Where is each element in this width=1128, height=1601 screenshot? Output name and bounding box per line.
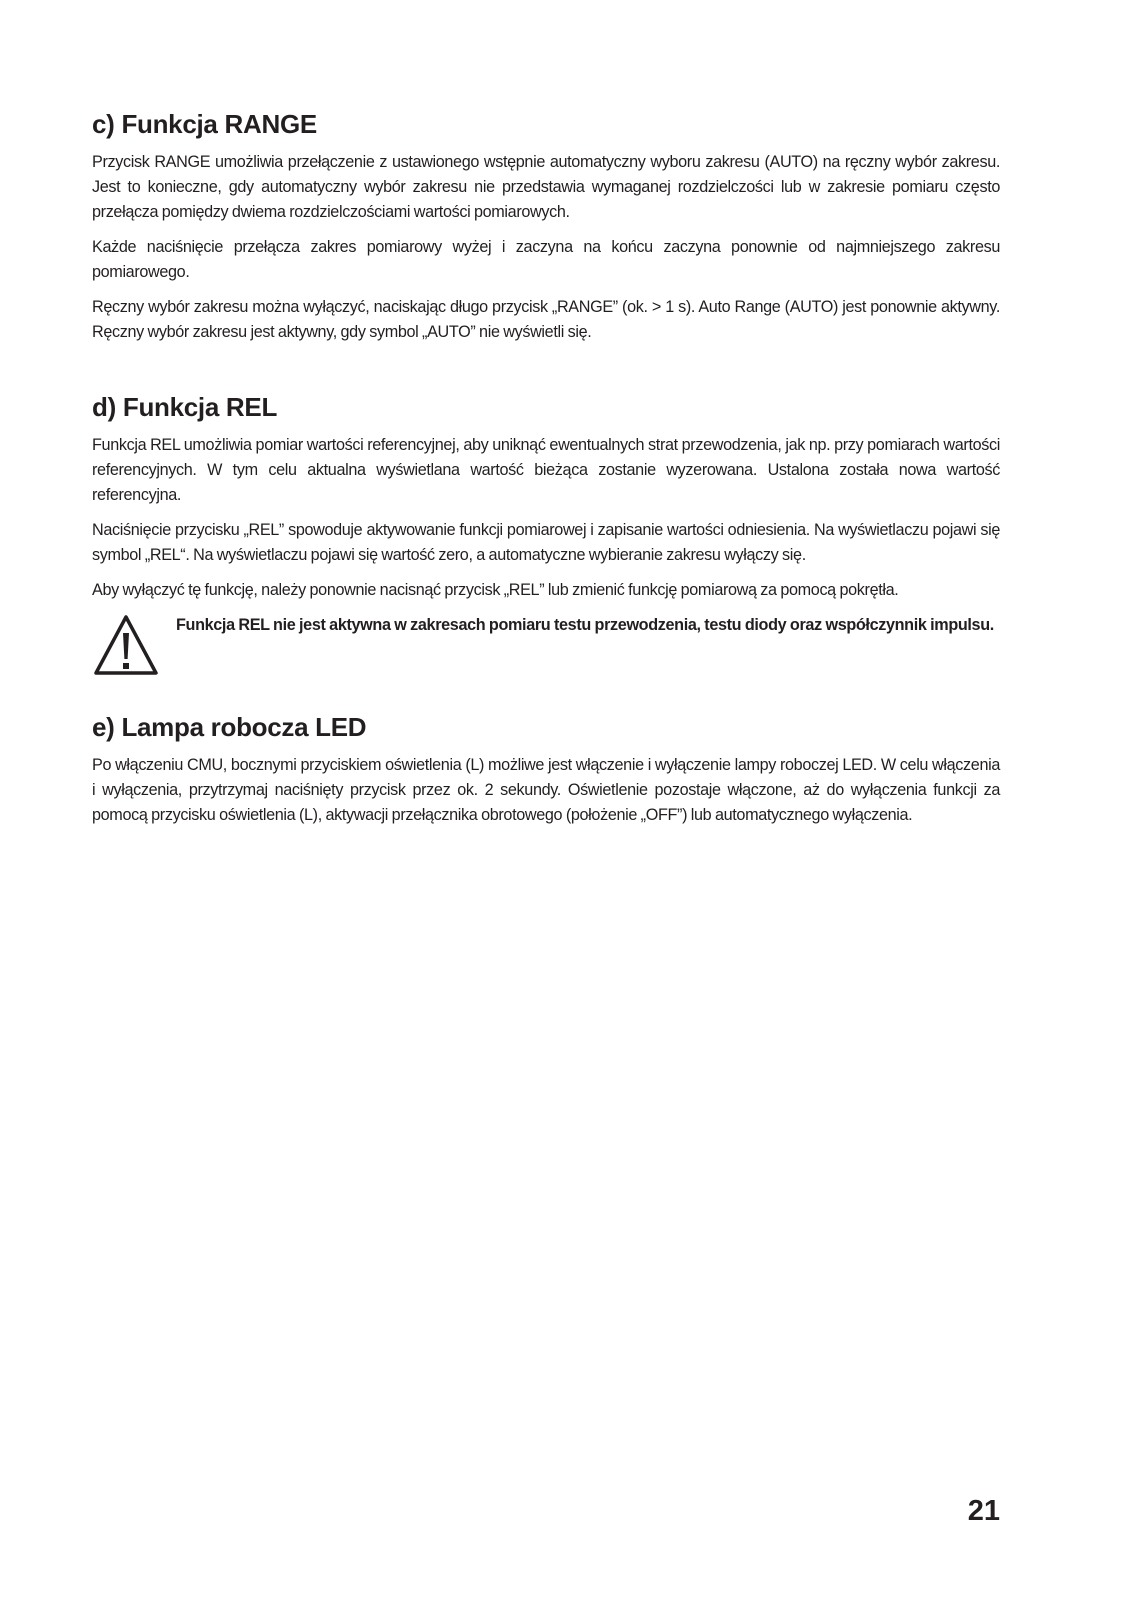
paragraph-range-1: Przycisk RANGE umożliwia przełączenie z ustawionego wstępnie automatyczny wyboru zakresu (AUTO) na ręczny wybór zakresu. Jest to konieczne, gdy automatyczny wybór zakresu nie przedstawia wymaganej rozdzielczości lub w zakresie pomiaru często przełącza pomiędzy dwiema rozdzielczościami wartości pomiarowych. [92, 153, 1000, 221]
warning-triangle-icon [92, 613, 160, 677]
paragraph-led-1: Po włączeniu CMU, bocznymi przyciskiem oświetlenia (L) możliwe jest włączenie i wyłączenie lampy roboczej LED. W celu włączenia i wyłączenia, przytrzymaj naciśnięty przycisk przez ok. 2 sekundy. Oświetlenie pozostaje włączone, aż do wyłączenia funkcji za pomocą przycisku oświetlenia (L), aktywacji przełącznika obrotowego (położenie „OFF”) lub automatycznego wyłączenia. [92, 756, 1000, 824]
section-heading-led: e) Lampa robocza LED [92, 712, 367, 742]
paragraph-range-3: Ręczny wybór zakresu można wyłączyć, naciskając długo przycisk „RANGE” (ok. > 1 s). Auto Range (AUTO) jest ponownie aktywny. Ręczny wybór zakresu jest aktywny, gdy symbol „AUTO” nie wyświetli się. [92, 298, 1000, 341]
paragraph-range-2: Każde naciśnięcie przełącza zakres pomiarowy wyżej i zaczyna na końcu zaczyna ponownie od najmniejszego zakresu pomiarowego. [92, 238, 1000, 281]
paragraph-rel-3: Aby wyłączyć tę funkcję, należy ponownie nacisnąć przycisk „REL” lub zmienić funkcję pomiarową za pomocą pokrętła. [92, 581, 899, 599]
section-rel-function [92, 391, 1000, 677]
paragraph-rel-2: Naciśnięcie przycisku „REL” spowoduje aktywowanie funkcji pomiarowej i zapisanie wartości odniesienia. Na wyświetlaczu pojawi się symbol „REL“. Na wyświetlaczu pojawi się wartość zero, a automatyczne wybieranie zakresu wyłączy się. [92, 521, 1000, 564]
section-heading-rel: d) Funkcja REL [92, 392, 278, 422]
section-led-lamp [92, 711, 1000, 828]
warning-text: Funkcja REL nie jest aktywna w zakresach pomiaru testu przewodzenia, testu diody oraz współczynnik impulsu. [176, 616, 994, 634]
paragraph-rel-1: Funkcja REL umożliwia pomiar wartości referencyjnej, aby uniknąć ewentualnych strat przewodzenia, jak np. przy pomiarach wartości referencyjnych. W tym celu aktualna wyświetlana wartość bieżąca zostanie wyzerowana. Ustalona została nowa wartość referencyjna. [92, 436, 1000, 504]
section-heading-range: c) Funkcja RANGE [92, 109, 317, 139]
section-range-function [92, 108, 1000, 345]
warning-note [92, 613, 1000, 677]
document-page [92, 108, 1000, 838]
page-number: 21 [967, 1495, 1000, 1527]
